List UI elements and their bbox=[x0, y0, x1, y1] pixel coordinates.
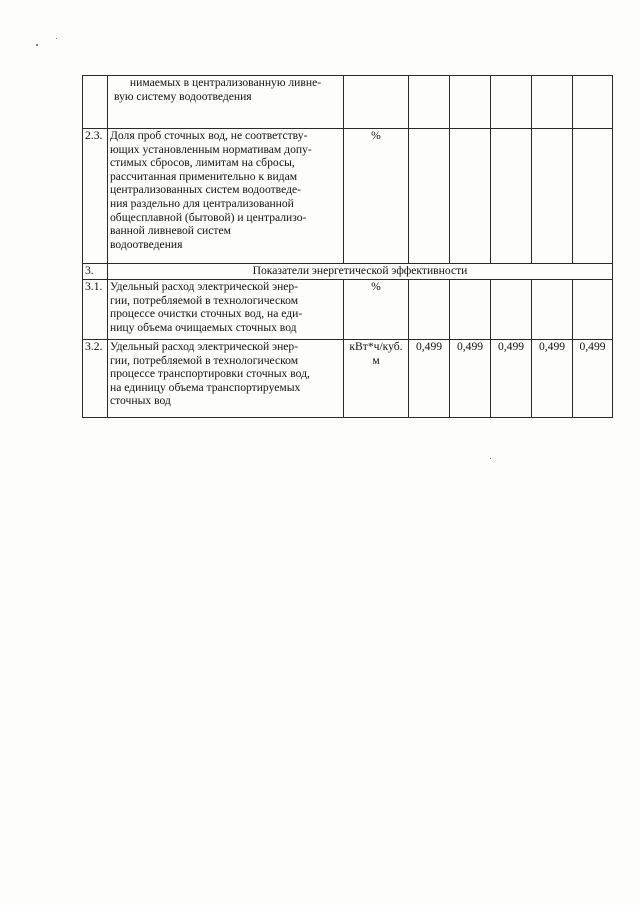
description-line: общесплавной (бытовой) и централизо- bbox=[110, 210, 307, 224]
description-line: рассчитанная применительно к видам bbox=[110, 169, 298, 183]
description-line: Удельный расход электрической энер- bbox=[110, 340, 299, 353]
description-line: централизованных систем водоотведе- bbox=[110, 183, 301, 197]
value-cell bbox=[450, 129, 491, 264]
row-number: 2.3. bbox=[83, 129, 108, 264]
value-cell bbox=[491, 76, 532, 129]
unit-cell: % bbox=[344, 129, 409, 264]
description-line: ющих установленным нормативам допу- bbox=[110, 142, 312, 156]
description-line: вую систему водоотведения bbox=[114, 89, 252, 103]
unit-line: кВт*ч/куб. bbox=[349, 340, 403, 353]
row-description bbox=[108, 340, 344, 418]
scan-speck bbox=[36, 44, 38, 46]
value-cell bbox=[532, 76, 573, 129]
value-cell bbox=[450, 76, 491, 129]
value-cell bbox=[409, 76, 450, 129]
description-line: сточных вод bbox=[110, 394, 171, 408]
row-description bbox=[108, 76, 344, 129]
unit-cell bbox=[344, 340, 409, 418]
table-row bbox=[83, 340, 613, 418]
row-number bbox=[83, 76, 108, 129]
row-description bbox=[108, 280, 344, 340]
description-line: на единицу объема транспортируемых bbox=[110, 380, 301, 394]
row-number: 3. bbox=[83, 264, 108, 280]
unit-cell bbox=[344, 76, 409, 129]
value-cell bbox=[573, 280, 613, 340]
unit-cell: % bbox=[344, 280, 409, 340]
value-cell: 0,499 bbox=[491, 340, 532, 418]
value-cell: 0,499 bbox=[532, 340, 573, 418]
value-cell: 0,499 bbox=[450, 340, 491, 418]
scan-speck bbox=[56, 38, 57, 39]
table-row bbox=[83, 129, 613, 264]
row-number: 3.2. bbox=[83, 340, 108, 418]
description-line: ницу объема очищаемых сточных вод bbox=[110, 320, 297, 334]
row-number: 3.1. bbox=[83, 280, 108, 340]
value-cell bbox=[450, 280, 491, 340]
unit-line: м bbox=[372, 353, 380, 367]
value-cell bbox=[491, 129, 532, 264]
value-cell bbox=[573, 76, 613, 129]
description-line: ванной ливневой систем bbox=[110, 224, 231, 238]
scan-speck bbox=[490, 458, 491, 459]
description-line: гии, потребляемой в технологическом bbox=[110, 353, 299, 367]
description-line: процессе транспортировки сточных вод, bbox=[110, 367, 310, 381]
table-row bbox=[83, 76, 613, 129]
table-row bbox=[83, 280, 613, 340]
value-cell bbox=[491, 280, 532, 340]
description-line: водоотведения bbox=[110, 237, 183, 251]
section-title: Показатели энергетической эффективности bbox=[108, 264, 613, 280]
value-cell bbox=[532, 280, 573, 340]
value-cell bbox=[409, 280, 450, 340]
value-cell bbox=[573, 129, 613, 264]
description-line: стимых сбросов, лимитам на сбросы, bbox=[110, 156, 295, 170]
indicators-table bbox=[82, 75, 613, 418]
description-line: процессе очистки сточных вод, на еди- bbox=[110, 307, 303, 321]
value-cell: 0,499 bbox=[409, 340, 450, 418]
row-description bbox=[108, 129, 344, 264]
value-cell bbox=[532, 129, 573, 264]
value-cell bbox=[409, 129, 450, 264]
description-line: ния раздельно для централизованной bbox=[110, 196, 294, 210]
description-line: гии, потребляемой в технологическом bbox=[110, 293, 299, 307]
description-line: Удельный расход электрической энер- bbox=[110, 280, 299, 293]
description-line: Доля проб сточных вод, не соответству- bbox=[110, 129, 308, 142]
description-line: нимаемых в централизованную ливне- bbox=[129, 76, 322, 89]
value-cell: 0,499 bbox=[573, 340, 613, 418]
table-row bbox=[83, 264, 613, 280]
